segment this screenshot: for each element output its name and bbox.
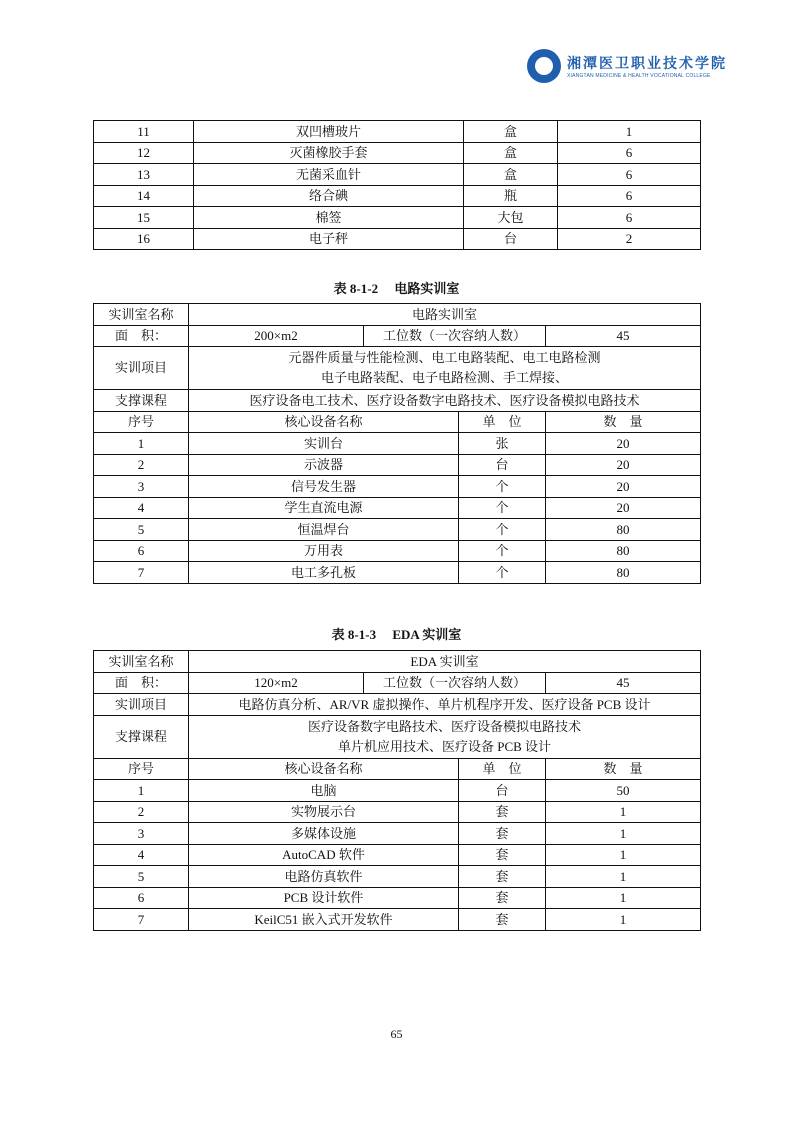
equipment-name: AutoCAD 软件	[189, 844, 459, 866]
unit: 个	[459, 519, 546, 541]
unit: 盒	[464, 142, 558, 164]
courses-label: 支撑课程	[94, 390, 189, 412]
quantity: 1	[546, 801, 701, 823]
quantity: 6	[558, 142, 701, 164]
equipment-name: 实训台	[189, 433, 459, 455]
lab-name-row	[94, 304, 701, 326]
equipment-row	[94, 823, 701, 845]
row-number: 16	[94, 228, 194, 250]
equipment-name: 万用表	[189, 540, 459, 562]
equipment-row	[94, 228, 701, 250]
col-header-name: 核心设备名称	[189, 411, 459, 433]
courses-label: 支撑课程	[94, 715, 189, 758]
quantity: 80	[546, 540, 701, 562]
lab-name-value: 电路实训室	[189, 304, 701, 326]
row-number: 11	[94, 121, 194, 143]
table-caption-circuit-lab: 表 8-1-2 电路实训室	[333, 281, 460, 296]
unit: 台	[459, 780, 546, 802]
quantity: 6	[558, 207, 701, 229]
projects-value: 电路仿真分析、AR/VR 虚拟操作、单片机程序开发、医疗设备 PCB 设计	[189, 694, 701, 716]
row-number: 1	[94, 433, 189, 455]
row-number: 3	[94, 823, 189, 845]
row-number: 12	[94, 142, 194, 164]
row-number: 3	[94, 476, 189, 498]
row-number: 2	[94, 454, 189, 476]
lab-name-label: 实训室名称	[94, 651, 189, 673]
quantity: 20	[546, 476, 701, 498]
circuit-lab-table	[93, 303, 701, 584]
equipment-row	[94, 519, 701, 541]
equipment-name: 信号发生器	[189, 476, 459, 498]
equipment-name: 电子秤	[194, 228, 464, 250]
unit: 台	[459, 454, 546, 476]
col-header-qty: 数 量	[546, 758, 701, 780]
equipment-row	[94, 164, 701, 186]
row-number: 5	[94, 519, 189, 541]
column-header-row	[94, 758, 701, 780]
quantity: 1	[558, 121, 701, 143]
quantity: 20	[546, 497, 701, 519]
quantity: 80	[546, 519, 701, 541]
equipment-table-continued	[93, 120, 701, 250]
stations-label: 工位数（一次容纳人数）	[364, 325, 546, 347]
row-number: 13	[94, 164, 194, 186]
unit: 个	[459, 497, 546, 519]
logo-chinese-name: 湘潭医卫职业技术学院	[567, 57, 727, 72]
courses-value: 医疗设备电工技术、医疗设备数字电路技术、医疗设备模拟电路技术	[189, 390, 701, 412]
quantity: 20	[546, 433, 701, 455]
row-number: 4	[94, 844, 189, 866]
equipment-row	[94, 866, 701, 888]
college-seal-icon	[527, 49, 561, 83]
courses-row	[94, 390, 701, 412]
quantity: 80	[546, 562, 701, 584]
table-caption-eda-lab: 表 8-1-3 EDA 实训室	[331, 627, 462, 642]
unit: 张	[459, 433, 546, 455]
courses-row	[94, 715, 701, 758]
equipment-row	[94, 497, 701, 519]
col-header-no: 序号	[94, 758, 189, 780]
courses-line: 单片机应用技术、医疗设备 PCB 设计	[337, 738, 552, 754]
quantity: 1	[546, 887, 701, 909]
unit: 瓶	[464, 185, 558, 207]
equipment-row	[94, 909, 701, 931]
equipment-row	[94, 801, 701, 823]
unit: 个	[459, 476, 546, 498]
area-value: 200×m2	[189, 325, 364, 347]
equipment-row	[94, 780, 701, 802]
projects-row	[94, 347, 701, 390]
equipment-row	[94, 207, 701, 229]
equipment-row	[94, 540, 701, 562]
equipment-row	[94, 476, 701, 498]
equipment-name: 络合碘	[194, 185, 464, 207]
college-logo	[527, 49, 727, 83]
equipment-row	[94, 185, 701, 207]
unit: 套	[459, 823, 546, 845]
stations-label: 工位数（一次容纳人数）	[364, 672, 546, 694]
equipment-name: 学生直流电源	[189, 497, 459, 519]
row-number: 6	[94, 540, 189, 562]
unit: 大包	[464, 207, 558, 229]
col-header-unit: 单 位	[459, 758, 546, 780]
equipment-name: 多媒体设施	[189, 823, 459, 845]
unit: 套	[459, 844, 546, 866]
column-header-row	[94, 411, 701, 433]
stations-value: 45	[546, 325, 701, 347]
row-number: 6	[94, 887, 189, 909]
row-number: 5	[94, 866, 189, 888]
row-number: 15	[94, 207, 194, 229]
projects-line: 元器件质量与性能检测、电工电路装配、电工电路检测	[288, 350, 601, 365]
projects-row	[94, 694, 701, 716]
projects-line: 电子电路装配、电子电路检测、手工焊接、	[321, 370, 569, 385]
area-label: 面 积：	[94, 672, 189, 694]
quantity: 1	[546, 823, 701, 845]
unit: 套	[459, 801, 546, 823]
equipment-row	[94, 887, 701, 909]
lab-name-label: 实训室名称	[94, 304, 189, 326]
col-header-qty: 数 量	[546, 411, 701, 433]
area-row	[94, 325, 701, 347]
col-header-no: 序号	[94, 411, 189, 433]
quantity: 6	[558, 185, 701, 207]
unit: 盒	[464, 121, 558, 143]
equipment-name: 恒温焊台	[189, 519, 459, 541]
equipment-name: 电脑	[189, 780, 459, 802]
equipment-row	[94, 433, 701, 455]
unit: 套	[459, 887, 546, 909]
equipment-name: 棉签	[194, 207, 464, 229]
equipment-name: 示波器	[189, 454, 459, 476]
stations-value: 45	[546, 672, 701, 694]
equipment-name: 电路仿真软件	[189, 866, 459, 888]
equipment-row	[94, 121, 701, 143]
unit: 个	[459, 540, 546, 562]
projects-label: 实训项目	[94, 694, 189, 716]
quantity: 50	[546, 780, 701, 802]
unit: 套	[459, 866, 546, 888]
equipment-row	[94, 454, 701, 476]
projects-label: 实训项目	[94, 347, 189, 390]
row-number: 14	[94, 185, 194, 207]
quantity: 1	[546, 844, 701, 866]
equipment-name: PCB 设计软件	[189, 887, 459, 909]
row-number: 1	[94, 780, 189, 802]
row-number: 7	[94, 562, 189, 584]
equipment-name: 电工多孔板	[189, 562, 459, 584]
eda-lab-table	[93, 650, 701, 931]
equipment-name: KeilC51 嵌入式开发软件	[189, 909, 459, 931]
equipment-name: 无菌采血针	[194, 164, 464, 186]
courses-line: 医疗设备数字电路技术、医疗设备模拟电路技术	[308, 718, 582, 734]
quantity: 1	[546, 909, 701, 931]
equipment-name: 实物展示台	[189, 801, 459, 823]
quantity: 2	[558, 228, 701, 250]
projects-value	[189, 347, 701, 390]
page-number: 65	[390, 1027, 403, 1041]
row-number: 4	[94, 497, 189, 519]
area-value: 120×m2	[189, 672, 364, 694]
unit: 套	[459, 909, 546, 931]
quantity: 1	[546, 866, 701, 888]
col-header-name: 核心设备名称	[189, 758, 459, 780]
unit: 个	[459, 562, 546, 584]
row-number: 7	[94, 909, 189, 931]
equipment-name: 灭菌橡胶手套	[194, 142, 464, 164]
equipment-row	[94, 844, 701, 866]
unit: 盒	[464, 164, 558, 186]
logo-english-name: XIANGTAN MEDICINE & HEALTH VOCATIONAL COLLEGE	[567, 73, 711, 79]
lab-name-value: EDA 实训室	[189, 651, 701, 673]
area-row	[94, 672, 701, 694]
equipment-name: 双凹槽玻片	[194, 121, 464, 143]
col-header-unit: 单 位	[459, 411, 546, 433]
unit: 台	[464, 228, 558, 250]
area-label: 面 积：	[94, 325, 189, 347]
courses-value	[189, 715, 701, 758]
quantity: 6	[558, 164, 701, 186]
equipment-row	[94, 562, 701, 584]
lab-name-row	[94, 651, 701, 673]
quantity: 20	[546, 454, 701, 476]
equipment-row	[94, 142, 701, 164]
row-number: 2	[94, 801, 189, 823]
